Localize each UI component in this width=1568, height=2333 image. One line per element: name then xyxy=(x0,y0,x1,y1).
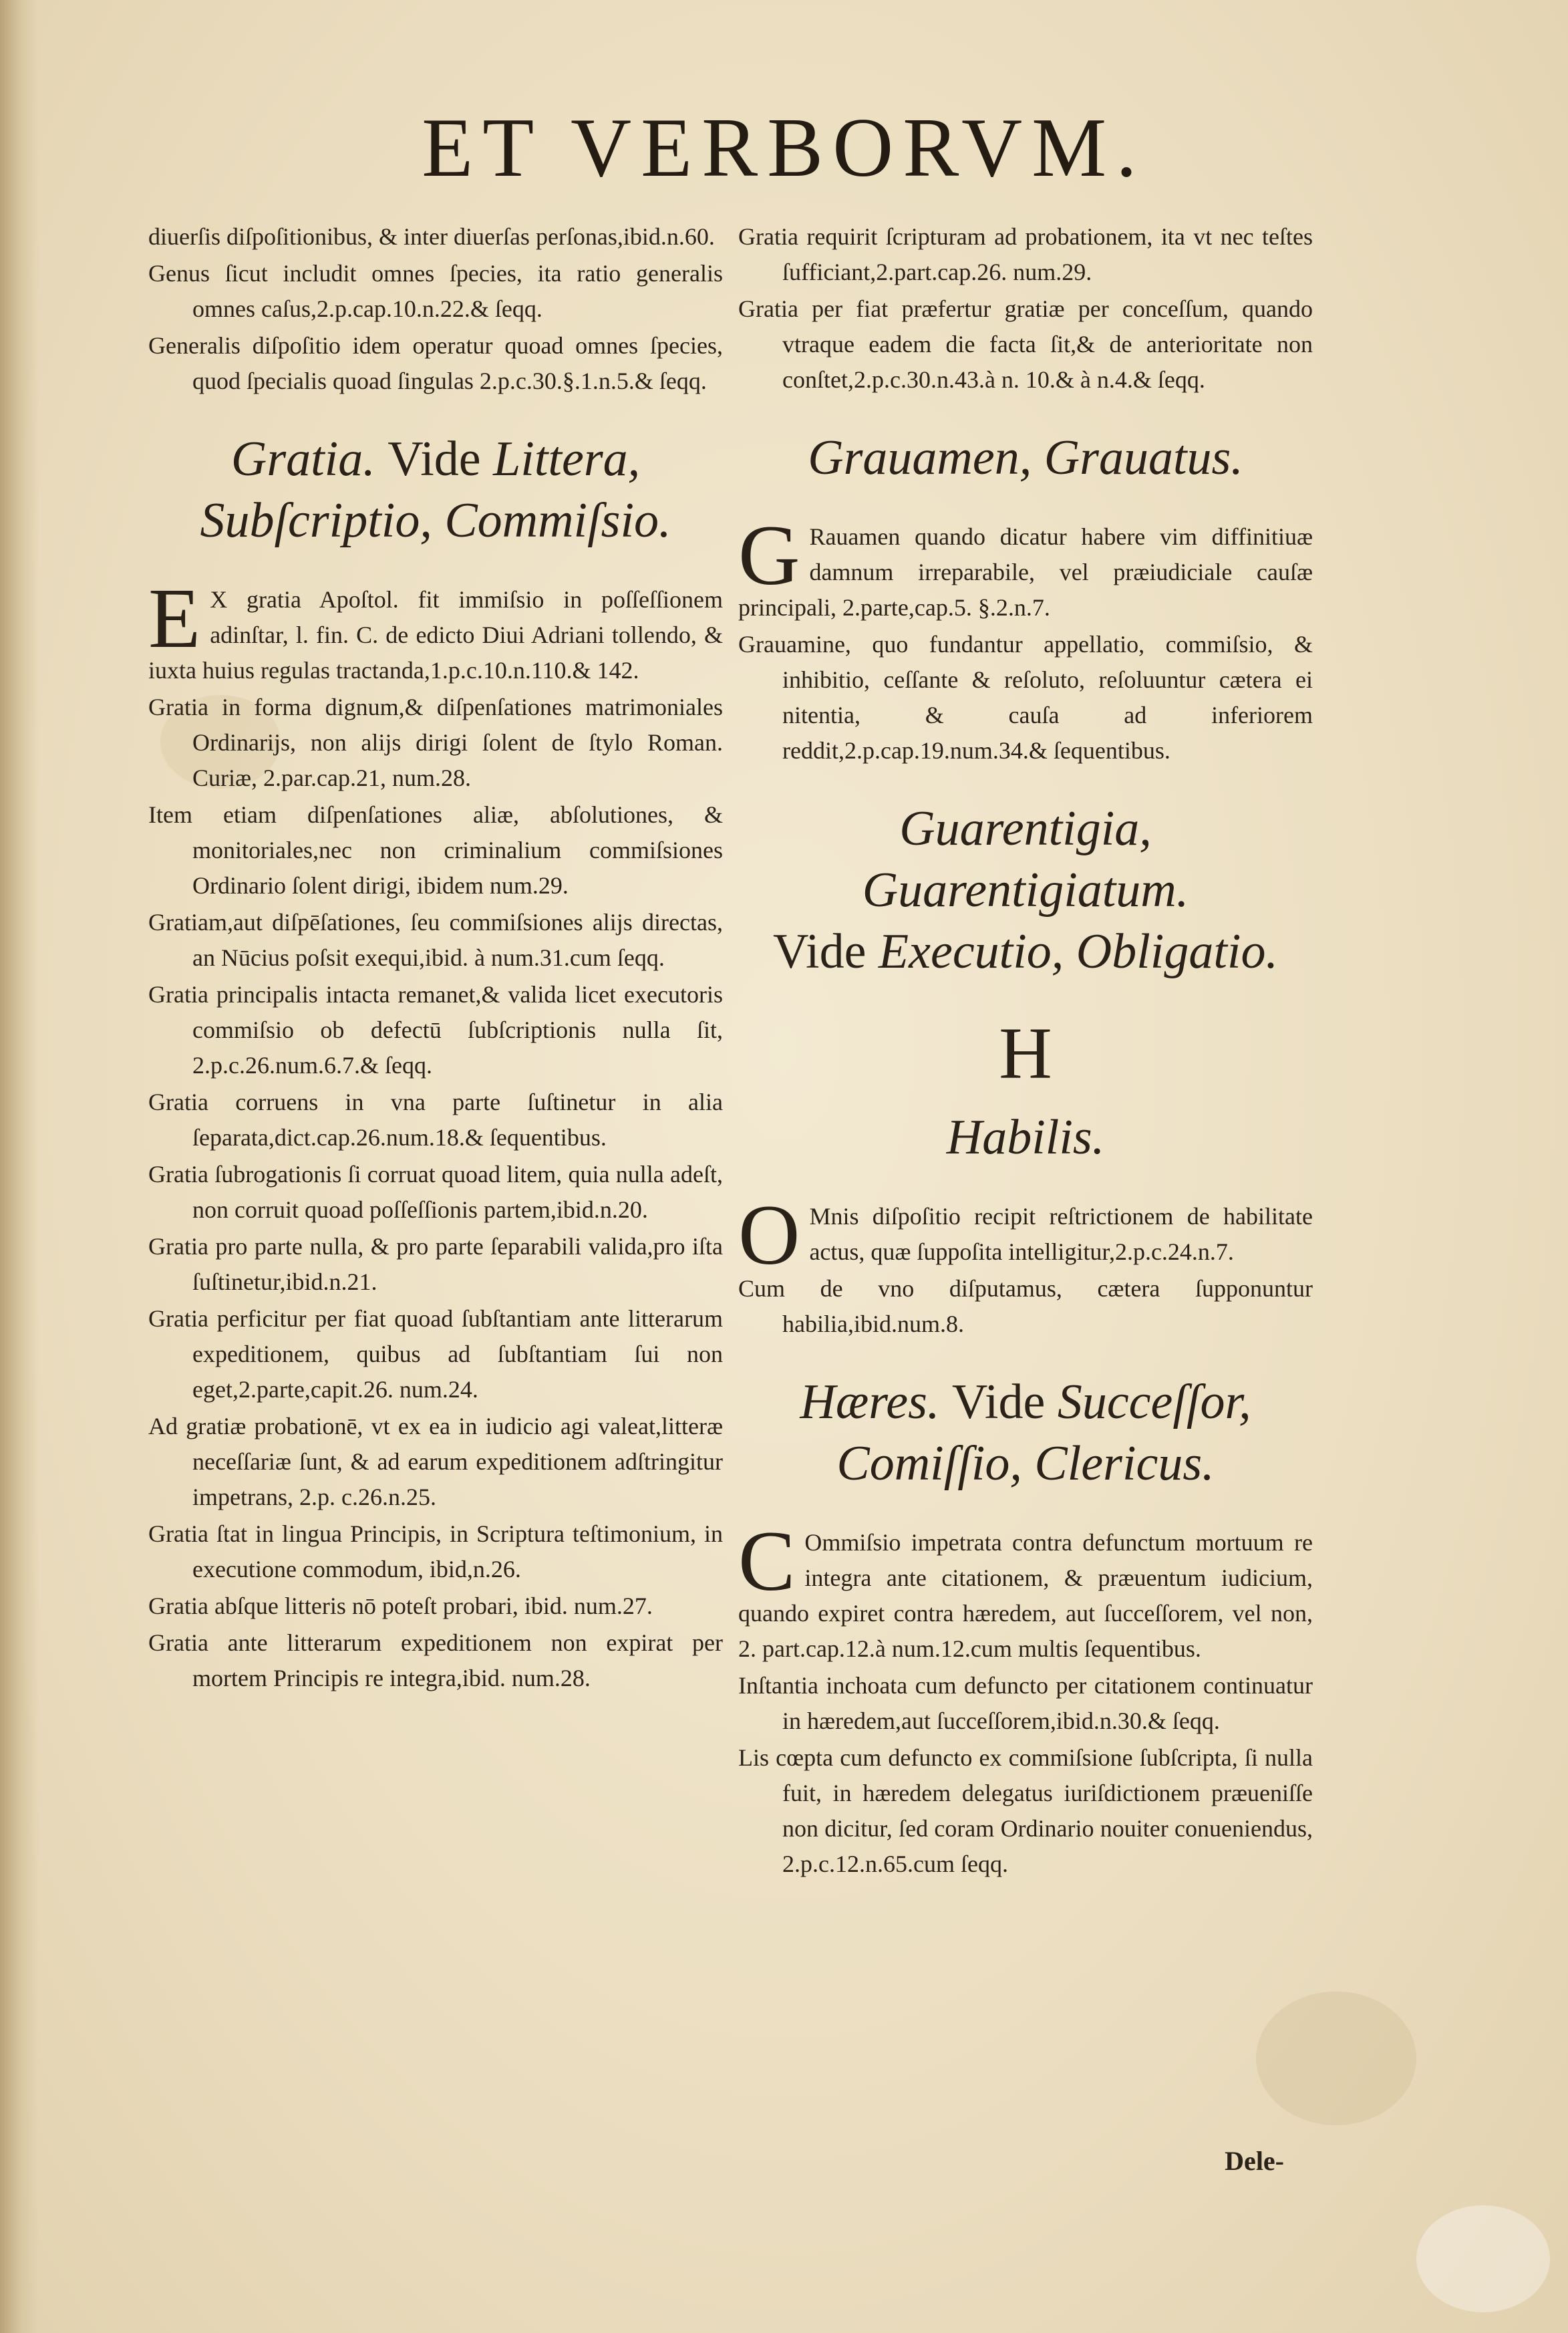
entry-first xyxy=(738,508,1313,626)
section-heading xyxy=(738,427,1313,489)
section-heading xyxy=(738,798,1313,982)
left-column xyxy=(148,219,723,1697)
heading-vide: Vide xyxy=(387,432,481,487)
entry: Gratia perficitur per fiat quoad ſubſtantiam ante litterarum expeditionem, quibus ad ſubſtantiam ſui non eget,2.parte,capit.26. num.24. xyxy=(148,1305,723,1403)
entry-first xyxy=(738,1514,1313,1667)
heading-term: Grauamen, Grauatus. xyxy=(808,430,1243,485)
entry-text: Mnis diſpoſitio recipit reſtrictionem de habilitate actus, quæ ſuppoſita intelligitur,2.p.c.24.n.7. xyxy=(809,1203,1313,1265)
entry: Grauamine, quo fundantur appellatio, commiſsio, & inhibitio, ceſſante & reſoluto, reſoluuntur cætera ei nitentia, & cauſa ad inferiorem reddit,2.p.cap.19.num.34.& ſequentibus. xyxy=(738,631,1313,764)
entry: Gratia principalis intacta remanet,& valida licet executoris commiſsio ob defectū ſubſcriptionis nulla ſit, 2.p.c.26.num.6.7.& ſeqq. xyxy=(148,981,723,1079)
heading-vide: Vide xyxy=(773,924,867,979)
heading-refs: Succeſſor, Comiſſio, Clericus. xyxy=(836,1375,1251,1491)
drop-cap: O xyxy=(738,1188,800,1282)
drop-cap: G xyxy=(738,508,800,603)
heading-term: Habilis. xyxy=(946,1110,1105,1165)
running-head: ET VERBORVM. xyxy=(422,102,1146,194)
heading-refs: Littera, Subſcriptio, Commiſsio. xyxy=(200,432,671,548)
heading-vide: Vide xyxy=(951,1375,1046,1429)
entry-text: Ommiſsio impetrata contra defunctum mortuum re integra ante citationem, & præuentum iudicium, quando expiret contra hæredem, aut ſucceſſorem, vel non, 2. part.cap.12.à num.12.cum multis ſequentibus. xyxy=(738,1529,1313,1662)
entry: Inſtantia inchoata cum defuncto per citationem continuatur in hæredem,aut ſucceſſorem,ibid.n.30.& ſeqq. xyxy=(738,1672,1313,1734)
section-heading xyxy=(738,1107,1313,1168)
right-column xyxy=(738,219,1313,1883)
entry-first xyxy=(738,1188,1313,1282)
entry: Cum de vno diſputamus, cætera ſupponuntur habilia,ibid.num.8. xyxy=(738,1275,1313,1337)
entry: Lis cœpta cum defuncto ex commiſsione ſubſcripta, ſi nulla fuit, in hæredem delegatus iuriſdictionem præueniſſe non dicitur, ſed coram Ordinario nouiter conueniendus, 2.p.c.12.n.65.cum ſeqq. xyxy=(738,1744,1313,1877)
entry: Gratia pro parte nulla, & pro parte ſeparabili valida,pro iſta ſuſtinetur,ibid.n.21. xyxy=(148,1233,723,1295)
page-gutter xyxy=(0,0,39,2333)
entry: Ad gratiæ probationē, vt ex ea in iudicio agi valeat,litteræ neceſſariæ ſunt, & ad earum expeditionem adſtringitur impetrans, 2.p. c.26.n.25. xyxy=(148,1413,723,1510)
entry: Gratiam,aut diſpēſationes, ſeu commiſsiones alijs directas, an Nūcius poſsit exequi,ibid. à num.31.cum ſeqq. xyxy=(148,909,723,971)
heading-term: Guarentigia, Guarentigiatum. xyxy=(862,801,1189,918)
stain xyxy=(1256,1992,1416,2125)
entry: Gratia ſubrogationis ſi corruat quoad litem, quia nulla adeſt, non corruit quoad poſſeſſionis partem,ibid.n.20. xyxy=(148,1161,723,1223)
heading-refs: Executio, Obligatio. xyxy=(878,924,1278,979)
entry: Gratia ſtat in lingua Principis, in Scriptura teſtimonium, in executione commodum, ibid,n.26. xyxy=(148,1520,723,1583)
entry: Gratia corruens in vna parte ſuſtinetur in alia ſeparata,dict.cap.26.num.18.& ſequentibus. xyxy=(148,1089,723,1151)
entry: Gratia in forma dignum,& diſpenſationes matrimoniales Ordinarijs, non alijs dirigi ſolent de ſtylo Roman. Curiæ, 2.par.cap.21, num.28. xyxy=(148,694,723,791)
entry: Genus ſicut includit omnes ſpecies, ita ratio generalis omnes caſus,2.p.cap.10.n.22.& ſeqq. xyxy=(148,260,723,322)
heading-term: Gratia. xyxy=(230,432,375,487)
entry: Gratia requirit ſcripturam ad probationem, ita vt nec teſtes ſufficiant,2.part.cap.26. num.29. xyxy=(738,223,1313,285)
section-letter: H xyxy=(999,1012,1052,1094)
entry: diuerſis diſpoſitionibus, & inter diuerſas perſonas,ibid.n.60. xyxy=(148,223,715,250)
section-heading xyxy=(148,428,723,551)
drop-cap: E xyxy=(148,571,201,666)
heading-term: Hæres. xyxy=(800,1375,940,1429)
entry-first xyxy=(148,571,723,688)
section-heading xyxy=(738,1371,1313,1494)
stain xyxy=(1416,2205,1550,2312)
entry: Gratia ante litterarum expeditionem non expirat per mortem Principis re integra,ibid. num.28. xyxy=(148,1629,723,1691)
catchword: Dele- xyxy=(1225,2146,1284,2176)
drop-cap: C xyxy=(738,1514,796,1609)
entry: Generalis diſpoſitio idem operatur quoad omnes ſpecies, quod ſpecialis quoad ſingulas 2.p.c.30.§.1.n.5.& ſeqq. xyxy=(148,332,723,394)
entry-text: Rauamen quando dicatur habere vim diffinitiuæ damnum irreparabile, vel præiudiciale cauſæ principali, 2.parte,cap.5. §.2.n.7. xyxy=(738,523,1313,621)
entry: Gratia abſque litteris nō poteſt probari, ibid. num.27. xyxy=(148,1593,653,1619)
entry: Item etiam diſpenſationes aliæ, abſolutiones, & monitoriales,nec non criminalium commiſsiones Ordinario ſolent dirigi, ibidem num.29. xyxy=(148,801,723,899)
entry: Gratia per fiat præfertur gratiæ per conceſſum, quando vtraque eadem die facta ſit,& de anterioritate non conſtet,2.p.c.30.n.43.à n. 10.& à n.4.& ſeqq. xyxy=(738,295,1313,393)
entry-text: X gratia Apoſtol. fit immiſsio in poſſeſſionem adinſtar, l. fin. C. de edicto Diui Adriani tollendo, & iuxta huius regulas tractanda,1.p.c.10.n.110.& 142. xyxy=(148,586,723,684)
